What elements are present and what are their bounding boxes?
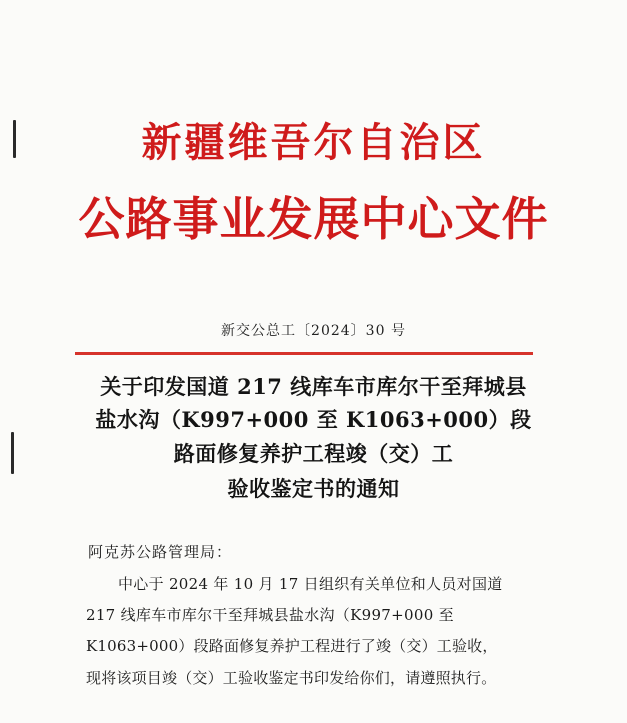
red-divider-line: [75, 352, 533, 355]
body-text-line: 中心于 2024 年 10 月 17 日组织有关单位和人员对国道: [118, 575, 503, 593]
notice-title-line-3: 路面修复养护工程竣（交）工: [173, 441, 454, 466]
letterhead-line-1: 新疆维吾尔自治区: [141, 119, 486, 166]
addressee: 阿克苏公路管理局：: [88, 543, 233, 561]
body-text-line: K1063+000）段路面修复养护工程进行了竣（交）工验收，: [86, 637, 498, 655]
document-number: 新交公总工〔2024〕30 号: [221, 323, 406, 339]
body-text-line: 217 线库车市库尔干至拜城县盐水沟（K997+000 至: [86, 606, 454, 624]
notice-title-line-1: 关于印发国道 217 线库车市库尔干至拜城县: [100, 374, 527, 399]
notice-title-line-2: 盐水沟（K997+000 至 K1063+000）段: [95, 407, 532, 432]
notice-title-line-4: 验收鉴定书的通知: [227, 476, 400, 501]
body-text-line: 现将该项目竣（交）工验收鉴定书印发给你们，请遵照执行。: [86, 669, 497, 687]
letterhead-line-2: 公路事业发展中心文件: [78, 192, 549, 246]
